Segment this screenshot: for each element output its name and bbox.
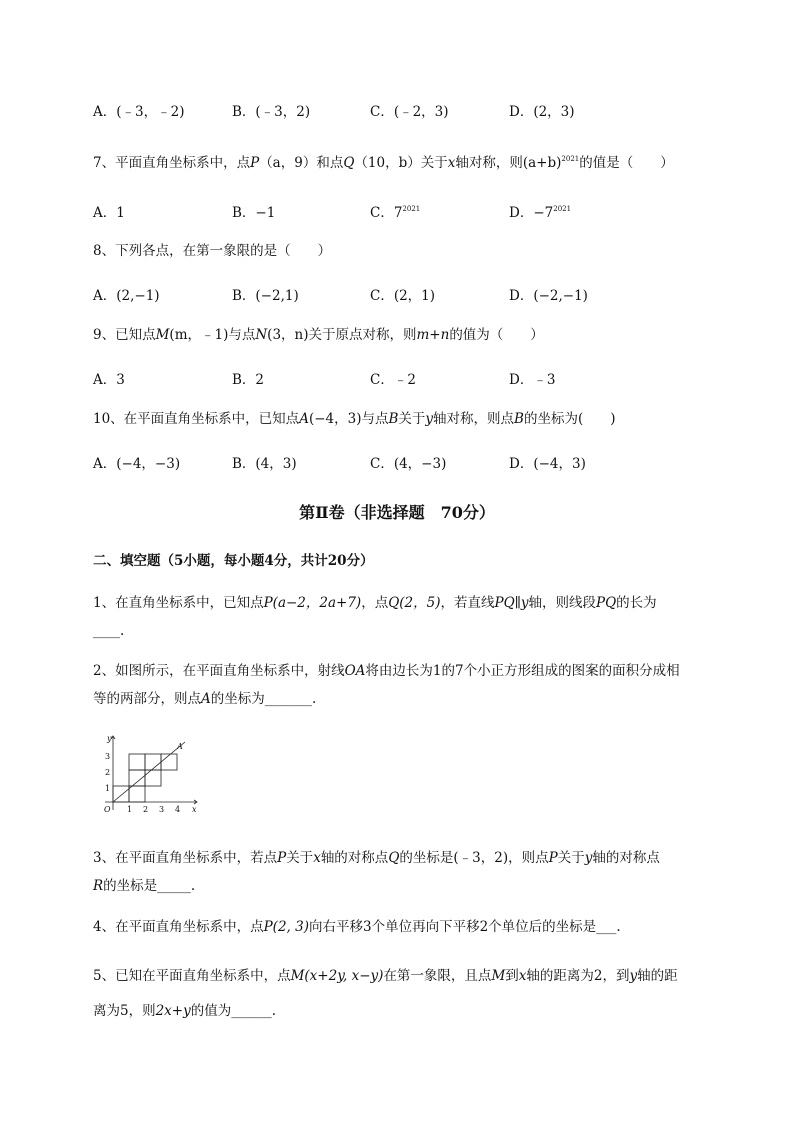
f5-expression: 2x+y (155, 1003, 191, 1019)
f5-text: 轴的距 (637, 968, 678, 984)
q7-text: （a，9）和点 (259, 155, 344, 171)
figure-y-tick: 1 (105, 784, 111, 793)
f4-point-p: P(2, 3) (263, 919, 309, 935)
f5-line1 (93, 967, 678, 985)
f2-text: 等的两部分，则点 (93, 691, 201, 707)
q9-text: 9、已知点 (93, 327, 156, 343)
f1-segment-pq: PQ (596, 595, 617, 611)
f1-line-pq: PQ∥y (494, 595, 529, 611)
f1-line2: ____. (93, 623, 125, 639)
section-title: 第Ⅱ卷（非选择题 70分） (299, 503, 495, 522)
coordinate-figure (93, 732, 203, 822)
q8-option-d: D．(−2,−1) (509, 288, 588, 304)
f3-text: 轴的对称点 (320, 850, 389, 866)
q10-options (93, 452, 713, 470)
q7-point-p: P (250, 155, 260, 171)
f3-line1 (93, 849, 660, 867)
f1-text: 1、在直角坐标系中，已知点 (93, 595, 264, 611)
f3-text: 3、在平面直角坐标系中，若点 (93, 850, 278, 866)
q9-options (93, 368, 713, 386)
fill-section-title: 二、填空题（5小题，每小题4分，共计20分） (93, 553, 374, 569)
ray-oa (113, 742, 185, 802)
f5-point-m: M(x+2y, x−y) (290, 968, 384, 984)
q7-text: 的值是（ ） (579, 155, 674, 171)
square (129, 786, 145, 802)
q9-sum: m+n (416, 327, 450, 343)
q6-options (93, 100, 713, 118)
q7-x: x (447, 155, 456, 171)
q10-text: 轴对称，则点 (433, 411, 515, 427)
f5-line2 (93, 1002, 276, 1020)
figure-y-tick: 2 (105, 768, 111, 777)
figure-x-tick: 4 (175, 805, 181, 814)
f1-text: ，点 (361, 595, 389, 611)
q9-text: (m，﹣1)与点 (169, 327, 256, 343)
q7-text: （10，b）关于 (354, 155, 448, 171)
q8-option-a: A．(2,−1) (93, 288, 160, 304)
figure-x-tick: 1 (127, 805, 133, 814)
q10-text: 10、在平面直角坐标系中，已知点 (93, 411, 300, 427)
figure-x-label: x (192, 805, 197, 814)
f1-point-p: P(a−2，2a+7) (263, 595, 362, 611)
q6-option-a: A．(﹣3，﹣2) (93, 104, 185, 120)
q7-option-c-exponent: 2021 (402, 205, 421, 213)
q10-point-a: A (299, 411, 309, 427)
q7-text: 7、平面直角坐标系中，点 (93, 155, 251, 171)
q9-text: 的值为（ ） (449, 327, 544, 343)
q9-text: (3，n)关于原点对称，则 (267, 327, 417, 343)
q8-options (93, 284, 713, 302)
q10-text: 的坐标为( ) (523, 411, 616, 427)
f3-text: 关于 (286, 850, 314, 866)
q10-text: (−4，3)与点 (308, 411, 389, 427)
q8-option-c: C．(2，1) (370, 288, 436, 304)
q7-option-d-base: D．−7 (509, 205, 554, 221)
q7-exponent: 2021 (561, 155, 580, 163)
q9-option-c: C．﹣2 (370, 372, 416, 388)
q7-options (93, 201, 713, 219)
f3-x: x (313, 850, 321, 866)
f1-text: ，若直线 (440, 595, 495, 611)
f3-point-q: Q (388, 850, 400, 866)
q10-point-b: B (514, 411, 524, 427)
f2-point-a: A (201, 691, 211, 707)
q10-option-d: D．(−4，3) (509, 456, 586, 472)
f3-text: 的坐标是(﹣3，2)，则点 (399, 850, 549, 866)
q7-stem (93, 150, 674, 172)
figure-y-label: y (107, 734, 112, 743)
f3-line2 (93, 877, 195, 895)
f2-text: 的坐标为_______. (210, 691, 317, 707)
f2-line1 (93, 662, 680, 680)
q8-option-b: B．(−2,1) (232, 288, 299, 304)
q9-option-b: B．2 (232, 372, 265, 388)
figure-origin: O (104, 805, 111, 814)
f1-text: 的长为 (616, 595, 657, 611)
figure-y-tick: 3 (105, 752, 111, 761)
q7-expression: (a+b) (522, 155, 562, 171)
q7-option-d (509, 201, 571, 221)
f5-text: 轴的距离为2，到 (526, 968, 630, 984)
f1-text: 轴，则线段 (528, 595, 596, 611)
q7-option-d-exponent: 2021 (553, 205, 572, 213)
f3-point-r: R (93, 878, 104, 894)
q10-stem (93, 410, 616, 428)
f2-ray-oa: OA (344, 663, 366, 679)
f3-text: 的坐标是_____. (103, 878, 196, 894)
square (129, 770, 145, 786)
f3-point-p: P (277, 850, 287, 866)
f5-text: 在第一象限，且点 (383, 968, 492, 984)
figure-point-a: A (177, 742, 183, 751)
f5-x: x (518, 968, 527, 984)
f5-point-m: M (491, 968, 506, 984)
f5-text: 5、已知在平面直角坐标系中，点 (93, 968, 291, 984)
q7-point-q: Q (343, 155, 355, 171)
q7-option-c-base: C．7 (370, 205, 403, 221)
q10-y: y (425, 411, 434, 427)
square (161, 754, 177, 770)
f2-line2 (93, 690, 316, 708)
q9-stem (93, 326, 544, 344)
square (145, 770, 161, 786)
f1-line1 (93, 594, 657, 612)
q9-point-m: M (155, 327, 170, 343)
q10-option-a: A．(−4，−3) (93, 456, 181, 472)
q6-option-d: D．(2，3) (509, 104, 575, 120)
f3-text: 轴的对称点 (592, 850, 660, 866)
f5-text: 到 (505, 968, 519, 984)
q7-option-a: A．1 (93, 205, 125, 221)
f1-point-q: Q(2，5) (388, 595, 441, 611)
q9-point-n: N (255, 327, 268, 343)
f5-text: 离为5，则 (93, 1003, 156, 1019)
q10-text: 关于 (398, 411, 426, 427)
f4-text: 向右平移3个单位再向下平移2个单位后的坐标是___. (308, 919, 621, 935)
q6-option-b: B．(﹣3，2) (232, 104, 311, 120)
q10-option-c: C．(4，−3) (370, 456, 447, 472)
q10-option-b: B．(4，3) (232, 456, 297, 472)
q9-option-a: A．3 (93, 372, 125, 388)
q7-option-c (370, 201, 420, 221)
f3-point-p: P (548, 850, 558, 866)
q8-stem: 8、下列各点，在第一象限的是（ ） (93, 243, 332, 259)
q10-point-b: B (388, 411, 399, 427)
q7-text: 轴对称，则 (455, 155, 523, 171)
q6-option-c: C．(﹣2，3) (370, 104, 449, 120)
f2-text: 2、如图所示，在平面直角坐标系中，射线 (93, 663, 345, 679)
f3-y: y (584, 850, 593, 866)
f4-text: 4、在平面直角坐标系中，点 (93, 919, 264, 935)
f2-text: 将由边长为1的7个小正方形组成的图案的面积分成相 (365, 663, 680, 679)
figure-x-tick: 3 (159, 805, 165, 814)
f5-y: y (629, 968, 638, 984)
q7-option-b: B．−1 (232, 205, 276, 221)
f3-text: 关于 (557, 850, 585, 866)
square (145, 754, 161, 770)
figure-x-tick: 2 (143, 805, 149, 814)
f5-text: 的值为______. (190, 1003, 277, 1019)
square (129, 754, 145, 770)
q9-option-d: D．﹣3 (509, 372, 556, 388)
f4-line (93, 918, 621, 936)
